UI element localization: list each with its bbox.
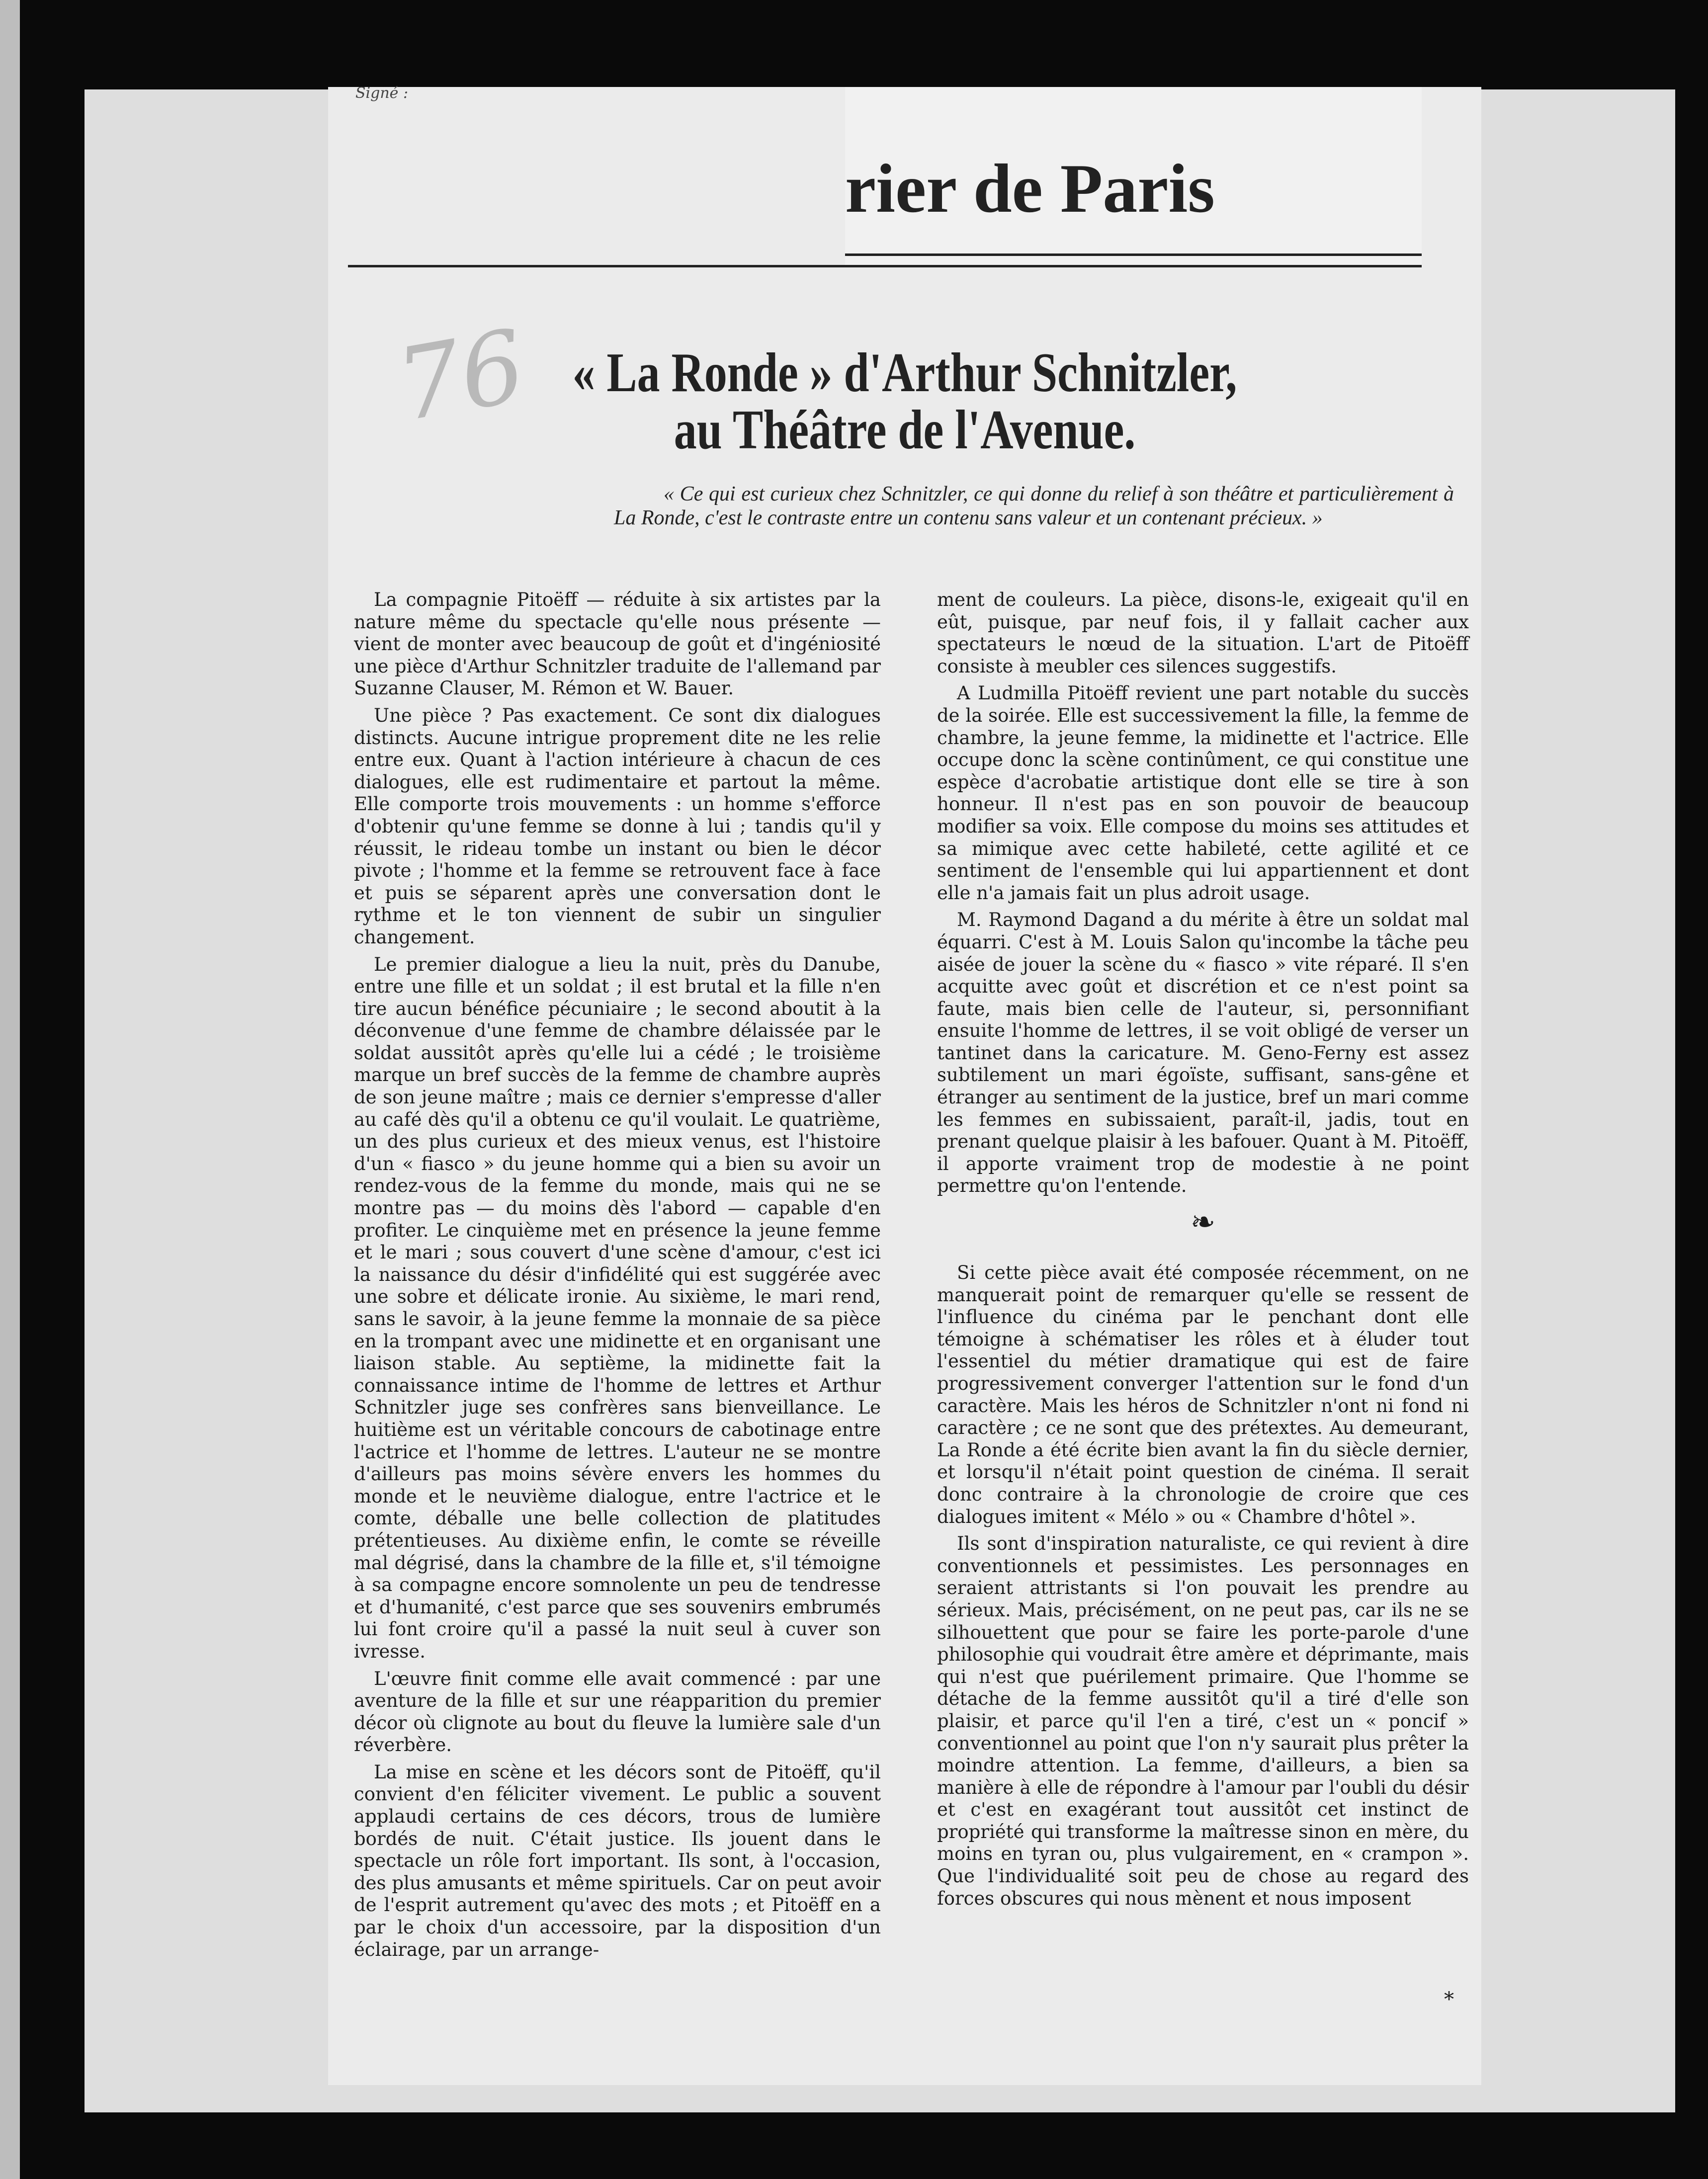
paragraph: Une pièce ? Pas exactement. Ce sont dix dialogues distincts. Aucune intrigue proprement dite ne les relie entre eux. Quant à l'action intérieure à chacun de ces dialogues, elle est rudimentaire et partout la même. Elle comporte trois mouvements : un homme s'efforce d'obtenir qu'une femme se donne à lui ; tandis qu'il y réussit, le rideau tombe un instant ou bien le décor pivote ; l'homme et la femme se retrouvent face à face et puis se séparent après une conversation dont le rythme et le ton viennent de subir un singulier changement. [354, 704, 881, 948]
right-column [937, 589, 1469, 1915]
paragraph: Si cette pièce avait été composée récemment, on ne manquerait point de remarquer qu'elle se ressent de l'influence du cinéma par le penchant dont elle témoigne à schématiser les rôles et à éluder tout l'essentiel du métier dramatique qui est de faire progressivement converger l'attention sur le fond d'un caractère. Mais les héros de Schnitzler n'ont ni fond ni caractère ; ce ne sont que des prétextes. Au demeurant, La Ronde a été écrite bien avant la fin du siècle dernier, et lorsqu'il n'était point question de cinéma. Il serait donc contraire à la chronologie de croire que ces dialogues imitent « Mélo » ou « Chambre d'hôtel ». [937, 1262, 1469, 1527]
paragraph: Le premier dialogue a lieu la nuit, près du Danube, entre une fille et un soldat ; il est brutal et la fille n'en tire aucun bénéfice pécuniaire ; le second aboutit à la déconvenue d'une femme de chambre délaissée par le soldat aussitôt après qu'elle lui a cédé ; le troisième marque un bref succès de la femme de chambre auprès de son jeune maître ; mais ce dernier s'empresse d'aller au café dès qu'il a obtenu ce qu'il voulait. Le quatrième, un des plus curieux et des mieux venus, est l'histoire d'un « fiasco » du jeune homme qui a bien su avoir un rendez-vous de la femme du monde, mais qui ne se montre pas — du moins dès l'abord — capable d'en profiter. Le cinquième met en présence la jeune femme et le mari ; sous couvert d'une scène d'amour, c'est ici la naissance du désir d'infidélité qui est suggérée avec une sobre et délicate ironie. Au sixième, le mari rend, sans le savoir, à la jeune femme la monnaie de sa pièce en la trompant avec une midinette et en organisant une liaison stable. Au septième, la midinette fait la connaissance intime de l'homme de lettres et Arthur Schnitzler juge ses confrères sans bienveillance. Le huitième est un véritable concours de cabotinage entre l'actrice et l'homme de lettres. L'auteur ne se montre d'ailleurs pas moins sévère envers les hommes du monde et le neuvième dialogue, entre l'actrice et le comte, déballe une belle collection de platitudes prétentieuses. Au dixième enfin, le comte se réveille mal dégrisé, dans la chambre de la fille et, s'il témoigne à sa compagne encore somnolente un peu de tendresse et d'humanité, c'est parce que ses souvenirs embrumés lui font croire qu'il a passé la nuit seul à cuver son ivresse. [354, 953, 881, 1662]
article-title-line1: « La Ronde » d'Arthur Schnitzler, [572, 342, 1237, 404]
paragraph: A Ludmilla Pitoëff revient une part notable du succès de la soirée. Elle est successivement la fille, la femme de chambre, la jeune femme, la midinette et l'actrice. Elle occupe donc la scène continûment, ce qui constitue une espèce d'acrobatie artistique dont elle se tire à son honneur. Il n'est pas en son pouvoir de beaucoup modifier sa voix. Elle compose du moins ses attitudes et sa mimique avec cette habileté, cette agilité et ce sentiment de l'ensemble qui lui appartiennent et dont elle n'a jamais fait un plus adroit usage. [937, 682, 1469, 904]
paragraph: M. Raymond Dagand a du mérite à être un soldat mal équarri. C'est à M. Louis Salon qu'incombe la tâche peu aisée de jouer la scène du « fiasco » vite réparé. Il s'en acquitte avec goût et discrétion et ce n'est point sa faute, mais bien celle de l'auteur, si, personnifiant ensuite l'homme de lettres, il se voit obligé de verser un tantinet dans la caricature. M. Geno-Ferny est assez subtilement un mari égoïste, suffisant, sans-gêne et étranger au sentiment de la justice, bref un mari comme les femmes en subissaient, paraît-il, jadis, tout en prenant quelque plaisir à les bafouer. Quant à M. Pitoëff, il apporte vraiment trop de modestie à ne point permettre qu'on l'entende. [937, 909, 1469, 1197]
paragraph: La mise en scène et les décors sont de Pitoëff, qu'il convient d'en féliciter vivement. Le public a souvent applaudi certains de ces décors, trous de lumière bordés de nuit. C'était justice. Ils jouent dans le spectacle un rôle fort important. Ils sont, à l'occasion, des plus amusants et même spirituels. Car on peut avoir de l'esprit autrement qu'avec des mots ; et Pitoëff en a par le choix d'un accessoire, par la disposition d'un éclairage, par un arrange- [354, 1761, 881, 1960]
article-title-line2: au Théâtre de l'Avenue. [674, 399, 1136, 461]
left-column [354, 589, 881, 1966]
paragraph: La compagnie Pitoëff — réduite à six artistes par la nature même du spectacle qu'elle nous présente — vient de monter avec beaucoup de goût et d'ingéniosité une pièce d'Arthur Schnitzler traduite de l'allemand par Suzanne Clauser, M. Rémon et W. Bauer. [354, 589, 881, 699]
ornament-icon: ❧ [1190, 1205, 1216, 1240]
paragraph: L'œuvre finit comme elle avait commencé : par une aventure de la fille et sur une réapparition du premier décor où clignote au bout du fleuve la lumière sale d'un réverbère. [354, 1668, 881, 1756]
paragraph: Ils sont d'inspiration naturaliste, ce qui revient à dire conventionnels et pessimistes. Les personnages en seraient attristants si l'on pouvait les prendre au sérieux. Mais, précisément, on ne peut pas, car ils ne se silhouettent que pour se faire les porte-parole d'une philosophie qui voudrait être amère et déprimante, mais qui n'est que puérilement primaire. Que l'homme se détache de la femme aussitôt qu'il a tiré d'elle son plaisir, et parce qu'il l'en a tiré, c'est un « poncif » conventionnel au point que l'on n'y saurait plus prêter la moindre attention. La femme, d'ailleurs, a bien sa manière à elle de répondre à l'amour par l'oubli du désir et c'est en exagérant tout aussitôt cet instinct de propriété qui transforme la maîtresse sinon en mère, du moins en tyran ou, plus vulgairement, en « crampon ». Que l'individualité soit peu de chose au regard des forces obscures qui nous mènent et nous imposent [937, 1533, 1469, 1909]
epigraph: « Ce qui est curieux chez Schnitzler, ce qui donne du relief à son théâtre et particulièrement à La Ronde, c'est le contraste entre un contenu sans valeur et un contenant précieux. » [614, 483, 1454, 529]
scan-edge [0, 0, 20, 2179]
header-rule [348, 265, 1422, 267]
continuation-mark: * [1444, 1988, 1454, 2011]
signed-label: Signé : [355, 84, 409, 102]
paragraph: ment de couleurs. La pièce, disons-le, exigeait qu'il en eût, puisque, par neuf fois, il y fallait cacher aux spectateurs le nœud de la situation. L'art de Pitoëff consiste à meubler ces silences suggestifs. [937, 589, 1469, 677]
pencil-margin-note: 76 [388, 308, 533, 444]
header-rule [845, 253, 1422, 256]
section-title: rier de Paris [845, 150, 1215, 227]
